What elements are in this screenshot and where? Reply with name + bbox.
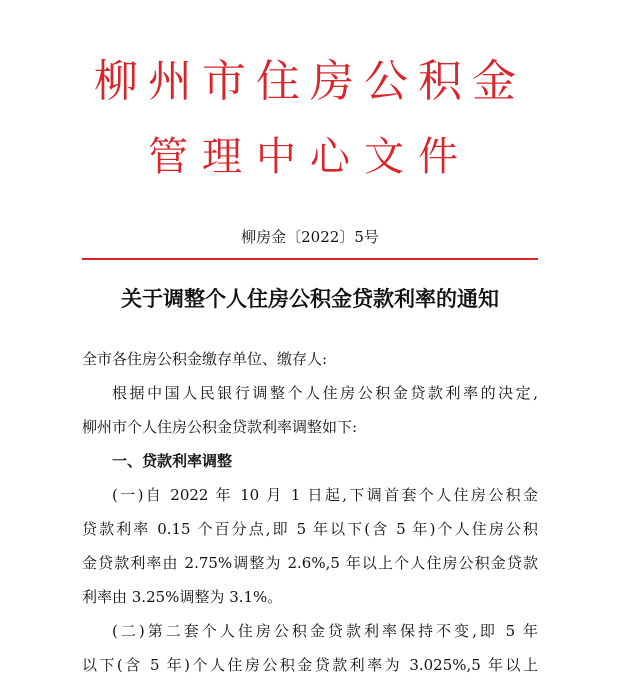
red-divider bbox=[82, 258, 538, 260]
document-number: 柳房金〔2022〕5号 bbox=[241, 228, 379, 246]
salutation: 全市各住房公积金缴存单位、缴存人: bbox=[82, 350, 328, 368]
item2-line-1: (二)第二套个人住房公积金贷款利率保持不变,即 5 年 bbox=[112, 622, 538, 640]
issuer-name-line1: 柳州市住房公积金 bbox=[94, 56, 526, 107]
notice-body bbox=[82, 342, 538, 682]
issuer-name-line2: 管理中心文件 bbox=[148, 134, 472, 180]
item2-line-2: 以下(含 5 年)个人住房公积金贷款利率为 3.025%,5 年以上 bbox=[82, 656, 538, 674]
section-heading-rate-adjustment: 一、贷款利率调整 bbox=[112, 452, 233, 470]
item1-line-3: 金贷款利率由 2.75%调整为 2.6%,5 年以上个人住房公积金贷款 bbox=[82, 554, 538, 572]
item1-line-2: 贷款利率 0.15 个百分点,即 5 年以下(含 5 年)个人住房公积 bbox=[82, 520, 538, 538]
item1-line-4: 利率由 3.25%调整为 3.1%。 bbox=[82, 588, 283, 606]
item1-line-1: (一)自 2022 年 10 月 1 日起,下调首套个人住房公积金 bbox=[112, 486, 538, 504]
intro-line-1: 根据中国人民银行调整个人住房公积金贷款利率的决定, bbox=[112, 384, 538, 402]
intro-line-2: 柳州市个人住房公积金贷款利率调整如下: bbox=[82, 418, 358, 436]
notice-title: 关于调整个人住房公积金贷款利率的通知 bbox=[121, 287, 499, 311]
